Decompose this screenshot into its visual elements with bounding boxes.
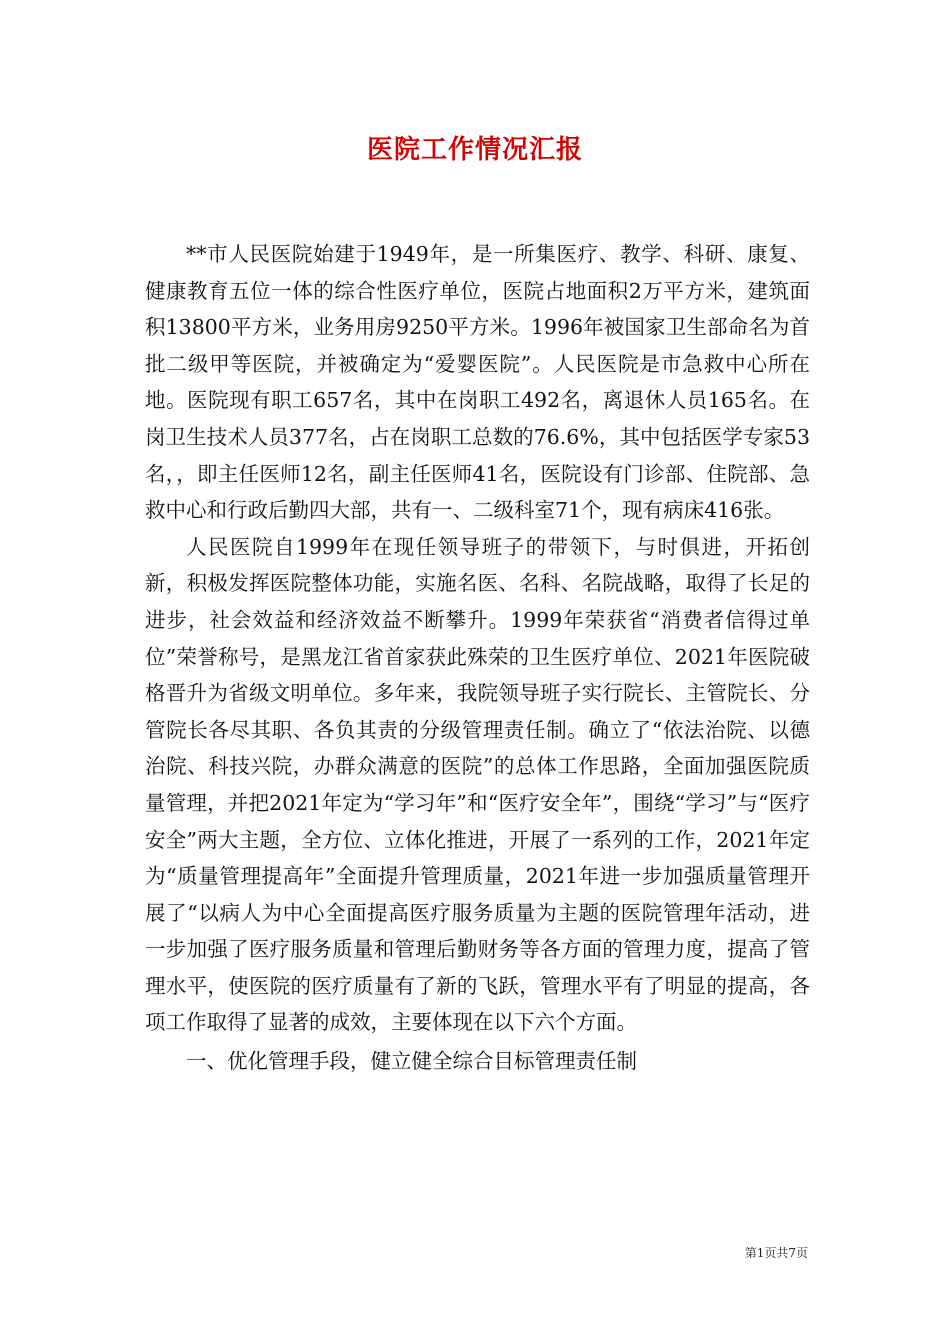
section-heading: 一、优化管理手段，健立健全综合目标管理责任制 [186, 1049, 637, 1074]
document-body [145, 236, 810, 1080]
page-number: 第1页共7页 [744, 1246, 808, 1260]
paragraph-intro: **市人民医院始建于1949年，是一所集医疗、教学、科研、康复、健康教育五位一体的综合性医疗单位，医院占地面积2万平方米，建筑面积13800平方米，业务用房9250平方米。1996年被国家卫生部命名为首批二级甲等医院，并被确定为“爱婴医院”。人民医院是市急救中心所在地。医院现有职工657名，其中在岗职工492名，离退休人员165名。在岗卫生技术人员377名，占在岗职工总数的76.6%，其中包括医学专家53名，，即主任医师12名，副主任医师41名，医院设有门诊部、住院部、急救中心和行政后勤四大部，共有一、二级科室71个，现有病床416张。 [145, 242, 810, 523]
document-title: 医院工作情况汇报 [366, 135, 583, 165]
paragraph-leadership: 人民医院自1999年在现任领导班子的带领下，与时俱进，开拓创新，积极发挥医院整体功能，实施名医、名科、名院战略，取得了长足的进步，社会效益和经济效益不断攀升。1999年荣获省“消费者信得过单位”荣誉称号，是黑龙江省首家获此殊荣的卫生医疗单位、2021年医院破格晋升为省级文明单位。多年来，我院领导班子实行院长、主管院长、分管院长各尽其职、各负其责的分级管理责任制。确立了“依法治院、以德治院、科技兴院，办群众满意的医院”的总体工作思路，全面加强医院质量管理，并把2021年定为“学习年”和“医疗安全年”，围绕“学习”与“医疗安全”两大主题，全方位、立体化推进，开展了一系列的工作，2021年定为“质量管理提高年”全面提升管理质量，2021年进一步加强质量管理开展了“以病人为中心全面提高医疗服务质量为主题的医院管理年活动，进一步加强了医疗服务质量和管理后勤财务等各方面的管理力度，提高了管理水平，使医院的医疗质量有了新的飞跃，管理水平有了明显的提高，各项工作取得了显著的成效，主要体现在以下六个方面。 [145, 534, 810, 1035]
